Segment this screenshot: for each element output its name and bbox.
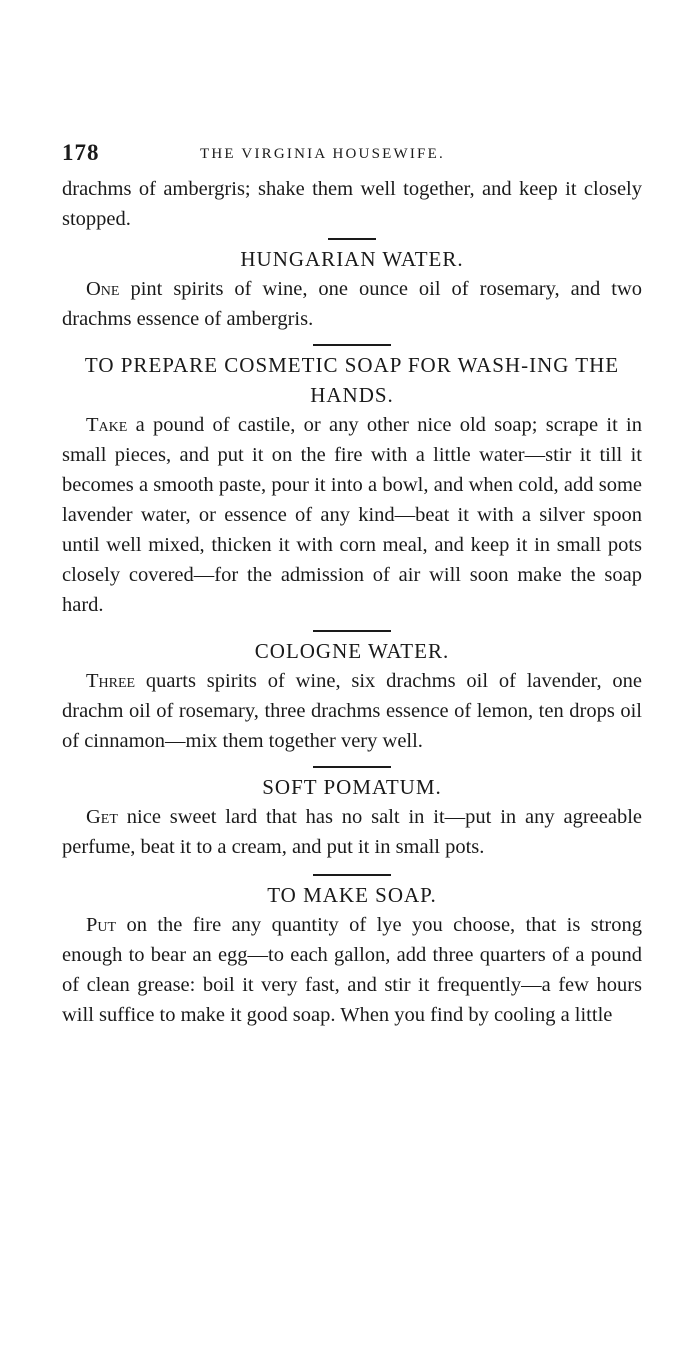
section-divider xyxy=(313,344,391,346)
running-title: THE VIRGINIA HOUSEWIFE. xyxy=(200,146,445,162)
section-body-cosmetic-soap: Take a pound of castile, or any other nice old soap; scrape it in small pieces, and put it on the fire with a little water—stir it till it becomes a smooth paste, pour it into a bowl, and when cold, add some lavender water, or essence of any kind—beat it with a silver spoon until well mixed, thicken it with corn meal, and keep it in small pots closely covered—for the admission of air will soon make the soap hard. xyxy=(62,414,642,616)
book-page xyxy=(62,140,642,1030)
section-divider xyxy=(313,766,391,768)
section-title-cologne-water: COLOGNE WATER. xyxy=(254,639,450,663)
section-body-to-make-soap: Put on the fire any quantity of lye you choose, that is strong enough to bear an egg—to each gallon, add three quarters of a pound of clean grease: boil it very fast, and stir it frequently—a few hours will suffice to make it good soap. When you find by cooling a little xyxy=(62,914,642,1026)
section-title-hungarian-water: HUNGARIAN WATER. xyxy=(240,247,464,271)
section-divider xyxy=(328,238,376,240)
lead-word: One xyxy=(86,278,120,300)
section-title-soft-pomatum: SOFT POMATUM. xyxy=(262,775,442,799)
section-body-hungarian-water: One pint spirits of wine, one ounce oil of rosemary, and two drachms essence of ambergris. xyxy=(62,278,642,330)
section-title-cosmetic-soap: TO PREPARE COSMETIC SOAP FOR WASH-ING THE HANDS. xyxy=(84,353,620,407)
page-header xyxy=(62,140,642,174)
lead-word: Three xyxy=(86,670,136,692)
section-body-cologne-water: Three quarts spirits of wine, six drachms oil of lavender, one drachm oil of rosemary, three drachms essence of lemon, ten drops oil of cinnamon—mix them together very well. xyxy=(62,670,642,752)
lead-word: Take xyxy=(86,414,128,436)
section-divider xyxy=(313,874,391,876)
lead-word: Get xyxy=(86,806,118,828)
lead-word: Put xyxy=(86,914,117,936)
continued-paragraph: drachms of ambergris; shake them well together, and keep it closely stopped. xyxy=(62,178,642,230)
section-divider xyxy=(313,630,391,632)
page-number: 178 xyxy=(62,140,100,165)
section-title-to-make-soap: TO MAKE SOAP. xyxy=(267,883,437,907)
section-body-soft-pomatum: Get nice sweet lard that has no salt in it—put in any agreeable perfume, beat it to a cream, and put it in small pots. xyxy=(62,806,642,858)
